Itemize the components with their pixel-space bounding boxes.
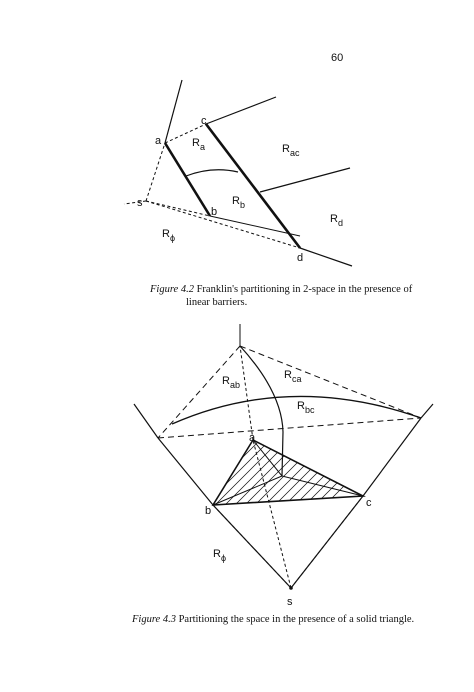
- triangle-inner-b: [213, 476, 282, 505]
- partition-curve-top: [240, 346, 283, 476]
- dashed-s-a: [253, 440, 291, 588]
- region-ac-label: $R_{ac}$: [282, 143, 300, 158]
- figure-4-2-label: Figure 4.2: [150, 284, 194, 295]
- page-number: 60: [331, 52, 344, 64]
- region-bc-label: $R_{bc}$: [297, 400, 315, 415]
- region-phi-label: $R_\phi$: [213, 548, 226, 563]
- point-s-dot: [289, 586, 293, 590]
- region-b-label: $R_b$: [232, 195, 245, 210]
- point-s-label: s: [287, 596, 293, 608]
- point-b-label: b: [205, 505, 212, 517]
- barrier-left-lower: [158, 438, 213, 505]
- figure-4-2-caption-text-2: linear barriers.: [186, 297, 248, 308]
- dashed-a-top: [240, 346, 253, 440]
- figure-4-2-caption-text: Franklin's partitioning in 2-space in the presence of: [196, 284, 413, 295]
- region-d-label: $R_d$: [330, 213, 343, 228]
- figure-4-3-label: Figure 4.3: [132, 614, 176, 625]
- region-phi-label: $R_\phi$: [162, 228, 175, 243]
- region-ca-label: $R_{ca}$: [284, 369, 302, 384]
- barrier-right-lower: [363, 418, 421, 496]
- barrier-left-upper: [134, 404, 158, 438]
- point-c-label: c: [201, 115, 207, 127]
- figure-4-3-caption-text: Partitioning the space in the presence of a solid triangle.: [178, 614, 415, 625]
- barrier-right-upper: [421, 404, 433, 418]
- region-a-label: $R_a$: [192, 137, 205, 152]
- point-d-label: d: [297, 252, 304, 264]
- point-a-label: a: [249, 432, 256, 444]
- figure-4-3-caption: [132, 613, 452, 626]
- point-c-label: c: [366, 497, 372, 509]
- solid-c-s: [291, 496, 363, 588]
- point-b-label: b: [211, 206, 218, 218]
- region-ab-label: $R_{ab}$: [222, 375, 240, 390]
- solid-b-s: [213, 505, 291, 588]
- dashed-top-left: [158, 346, 240, 438]
- point-s-label: s: [137, 197, 143, 209]
- point-a-label: a: [155, 135, 162, 147]
- dashed-horizontal: [158, 418, 421, 438]
